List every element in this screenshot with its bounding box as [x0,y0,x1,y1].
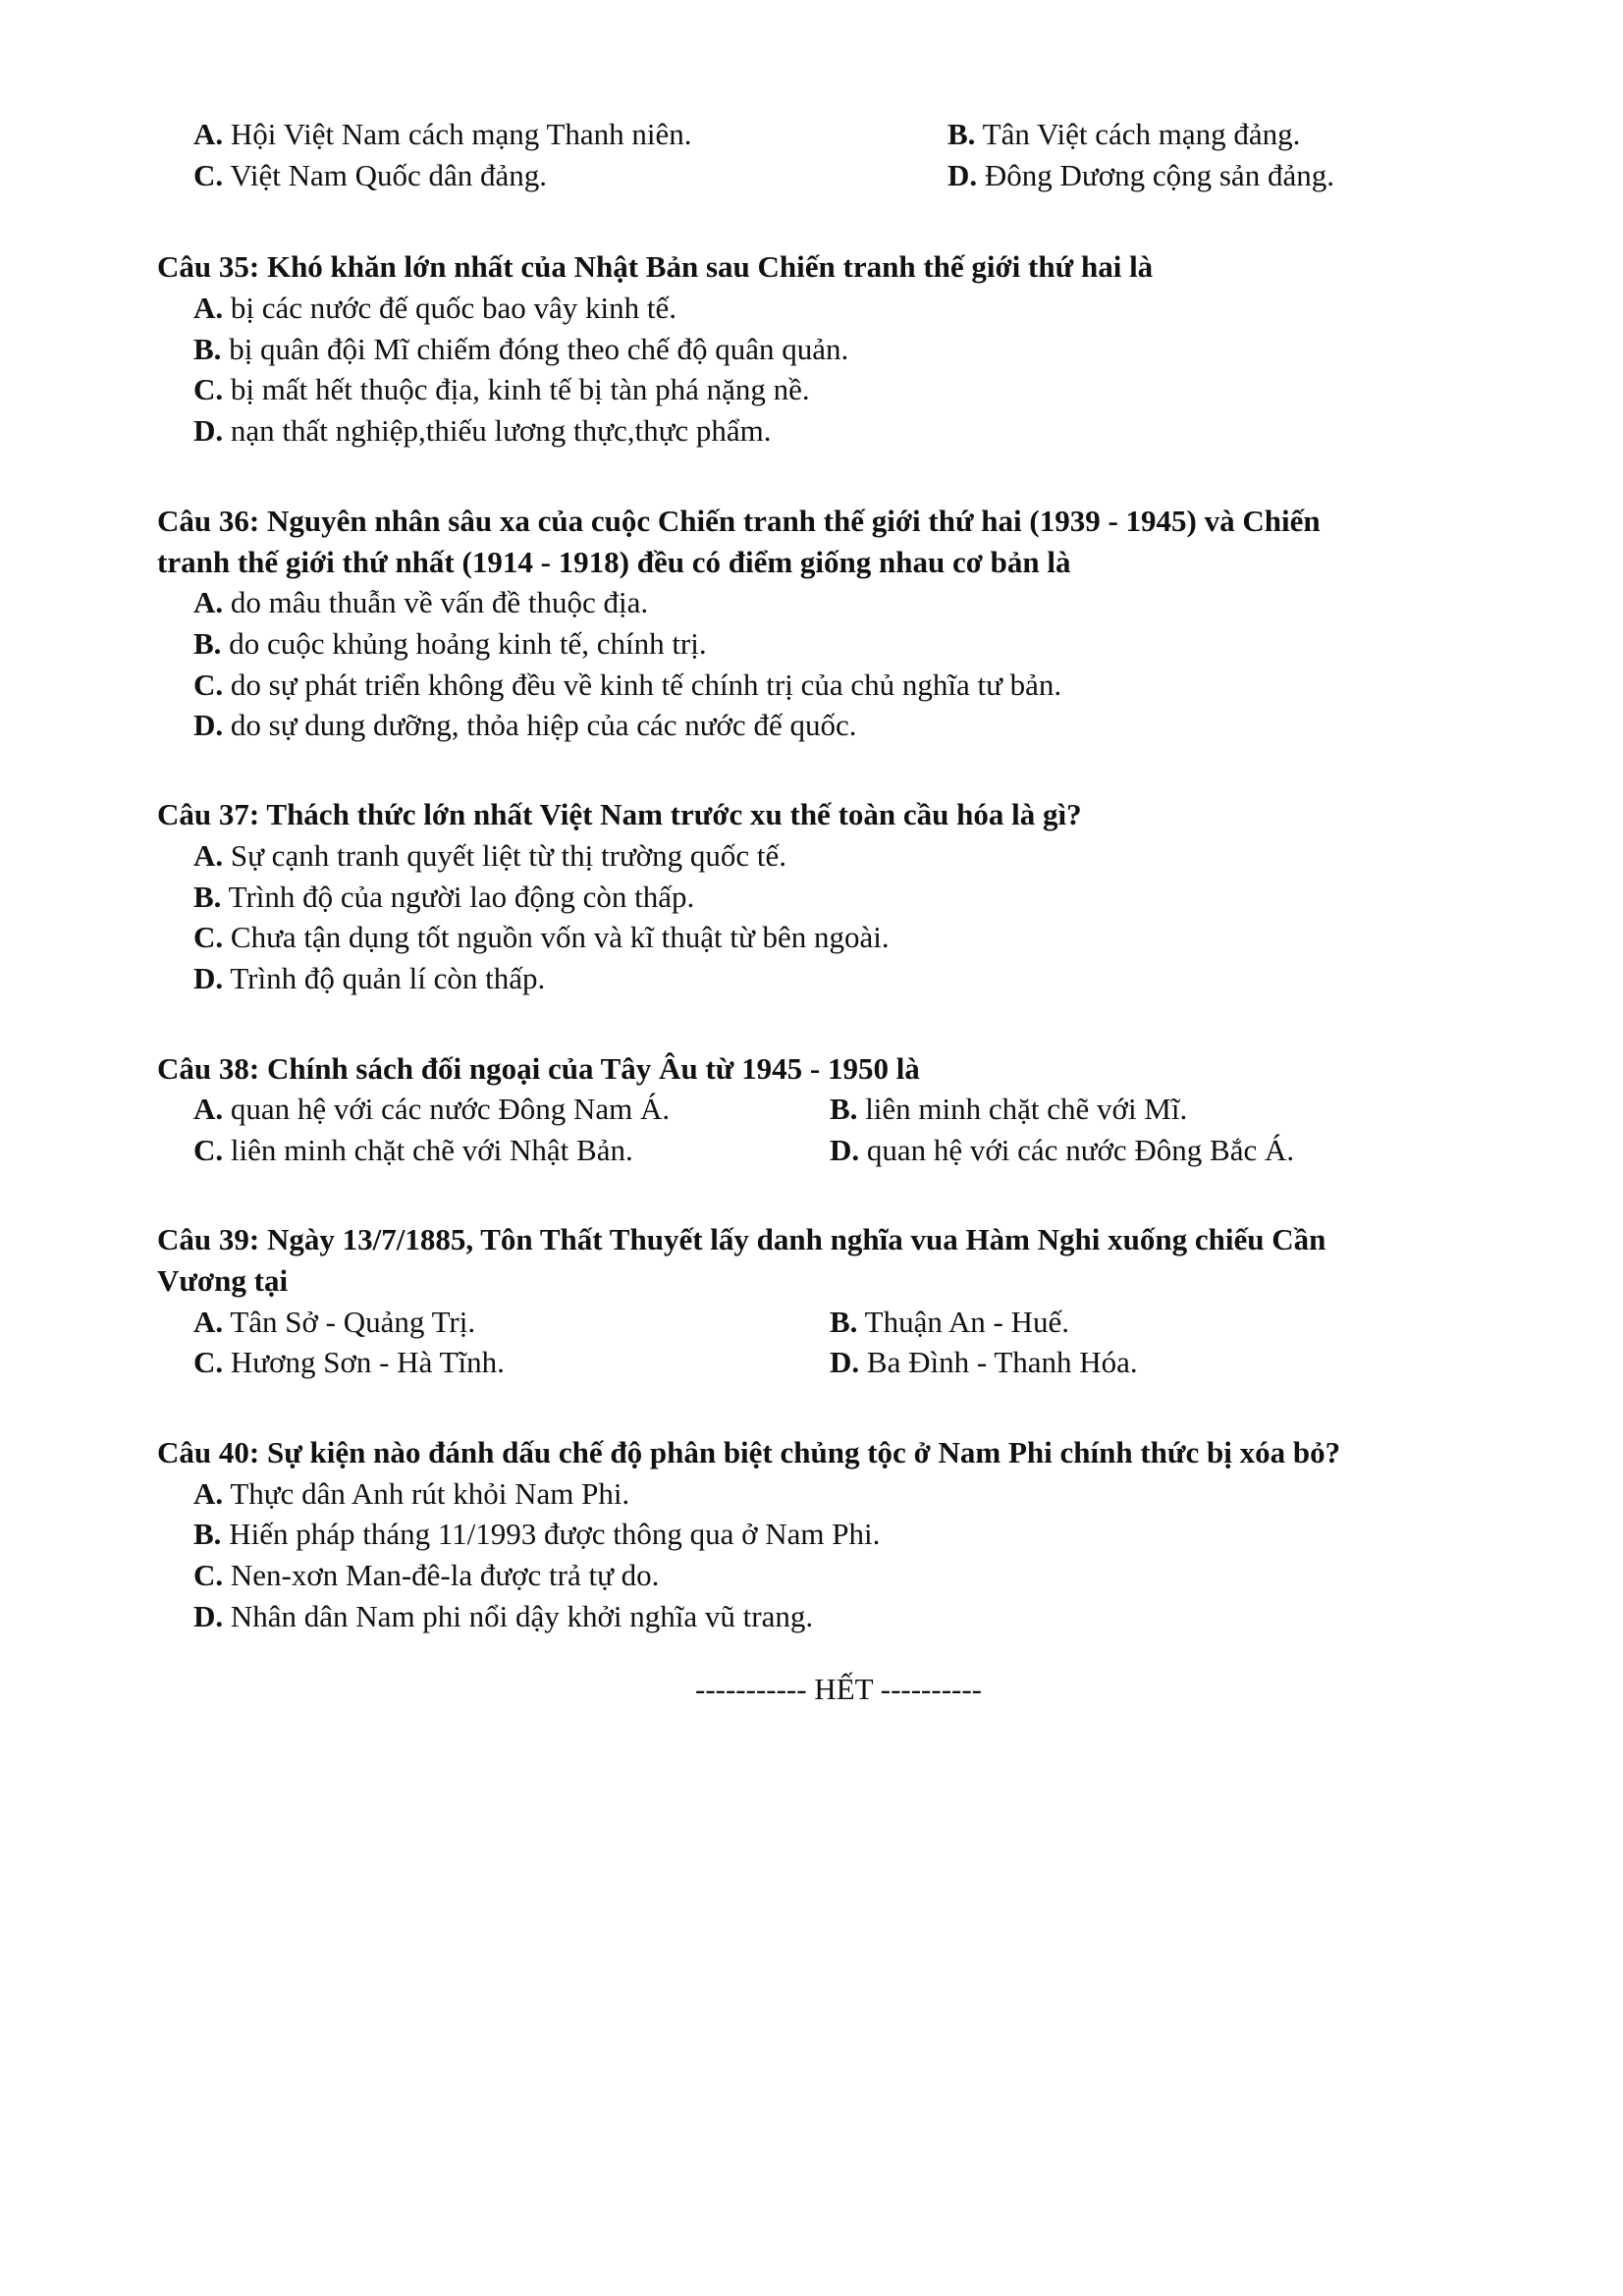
option-text: Hội Việt Nam cách mạng Thanh niên. [223,117,692,151]
option-text: liên minh chặt chẽ với Nhật Bản. [223,1133,633,1167]
option-key: D. [193,1599,224,1633]
option-text: bị quân đội Mĩ chiếm đóng theo chế độ quân quản. [221,332,849,366]
q40-option-c [193,1556,659,1595]
end-marker: ----------- HẾT ---------- [695,1672,982,1706]
option-key: C. [193,158,224,192]
option-key: B. [830,1305,858,1339]
q35-title: Câu 35: Khó khăn lớn nhất của Nhật Bản sau Chiến tranh thế giới thứ hai là [157,249,1154,284]
q35-option-b [193,330,848,369]
q34-option-c [193,156,547,195]
q39-title-line2: Vương tại [157,1263,289,1298]
option-key: B. [193,332,222,366]
q38-option-b [830,1090,1187,1129]
q35-option-d [193,411,772,451]
q35-option-a [193,289,676,328]
q40-title: Câu 40: Sự kiện nào đánh dấu chế độ phân biệt chủng tộc ở Nam Phi chính thức bị xóa bỏ? [157,1435,1341,1469]
option-key: D. [830,1133,860,1167]
option-text: Chưa tận dụng tốt nguồn vốn và kĩ thuật từ bên ngoài. [223,920,890,954]
q36-option-c [193,666,1061,705]
q34-option-a [193,115,692,154]
option-key: D. [193,708,224,742]
option-text: bị các nước đế quốc bao vây kinh tế. [223,291,677,325]
option-key: C. [193,667,224,702]
option-key: A. [193,291,224,325]
q39-option-b [830,1303,1069,1342]
q40-option-b [193,1515,880,1554]
q38-option-d [830,1131,1294,1170]
option-text: Ba Đình - Thanh Hóa. [859,1345,1138,1379]
option-key: D. [193,413,224,448]
q39-title-line1: Câu 39: Ngày 13/7/1885, Tôn Thất Thuyết lấy danh nghĩa vua Hàm Nghi xuống chiếu Cần [157,1222,1326,1256]
option-key: B. [947,117,976,151]
option-text: Trình độ quản lí còn thấp. [223,961,546,995]
option-text: Việt Nam Quốc dân đảng. [223,158,548,192]
option-text: Hương Sơn - Hà Tĩnh. [223,1345,505,1379]
q39-option-a [193,1303,475,1342]
option-key: A. [193,585,224,619]
q38-option-c [193,1131,633,1170]
option-key: B. [193,880,222,914]
q37-option-b [193,878,694,917]
q40-option-a [193,1474,629,1514]
option-key: A. [193,1092,224,1126]
option-key: D. [830,1345,860,1379]
q34-option-d [947,156,1334,195]
option-text: quan hệ với các nước Đông Nam Á. [223,1092,671,1126]
q39-option-d [830,1343,1138,1382]
q40-option-d [193,1597,813,1636]
q38-title: Câu 38: Chính sách đối ngoại của Tây Âu từ 1945 - 1950 là [157,1051,920,1086]
option-key: D. [947,158,978,192]
q36-title-line1: Câu 36: Nguyên nhân sâu xa của cuộc Chiến tranh thế giới thứ hai (1939 - 1945) và Chiến [157,504,1321,538]
q34-option-b [947,115,1300,154]
option-text: do sự phát triển không đều về kinh tế chính trị của chủ nghĩa tư bản. [223,667,1062,702]
option-text: Nhân dân Nam phi nổi dậy khởi nghĩa vũ trang. [223,1599,814,1633]
option-key: B. [830,1092,858,1126]
q36-option-d [193,706,856,745]
q37-title: Câu 37: Thách thức lớn nhất Việt Nam trước xu thế toàn cầu hóa là gì? [157,797,1082,831]
q36-title-line2: tranh thế giới thứ nhất (1914 - 1918) đều có điểm giống nhau cơ bản là [157,545,1071,579]
option-text: do sự dung dưỡng, thỏa hiệp của các nước đế quốc. [223,708,857,742]
option-text: liên minh chặt chẽ với Mĩ. [857,1092,1188,1126]
option-key: C. [193,372,224,406]
option-text: bị mất hết thuộc địa, kinh tế bị tàn phá nặng nề. [223,372,810,406]
option-text: Tân Việt cách mạng đảng. [975,117,1301,151]
option-text: Tân Sở - Quảng Trị. [223,1305,476,1339]
option-text: Trình độ của người lao động còn thấp. [221,880,695,914]
option-text: Hiến pháp tháng 11/1993 được thông qua ở Nam Phi. [221,1517,881,1551]
q35-option-c [193,370,810,409]
q39-option-c [193,1343,505,1382]
option-text: Sự cạnh tranh quyết liệt từ thị trường quốc tế. [223,838,787,873]
option-key: A. [193,1305,224,1339]
q37-option-c [193,918,890,957]
option-key: B. [193,626,222,661]
option-key: C. [193,1558,224,1592]
option-key: C. [193,1345,224,1379]
option-text: nạn thất nghiệp,thiếu lương thực,thực phẩm. [223,413,772,448]
option-text: Thực dân Anh rút khỏi Nam Phi. [223,1476,630,1511]
option-text: Nen-xơn Man-đê-la được trả tự do. [223,1558,660,1592]
option-key: B. [193,1517,222,1551]
option-text: Thuận An - Huế. [857,1305,1069,1339]
option-key: A. [193,117,224,151]
option-key: C. [193,1133,224,1167]
q37-option-d [193,959,545,998]
option-text: do cuộc khủng hoảng kinh tế, chính trị. [221,626,707,661]
q36-option-b [193,624,707,664]
option-key: D. [193,961,224,995]
option-key: C. [193,920,224,954]
option-text: quan hệ với các nước Đông Bắc Á. [859,1133,1295,1167]
option-text: do mâu thuẫn về vấn đề thuộc địa. [223,585,649,619]
q36-option-a [193,583,648,622]
option-key: A. [193,1476,224,1511]
option-text: Đông Dương cộng sản đảng. [977,158,1334,192]
option-key: A. [193,838,224,873]
q38-option-a [193,1090,670,1129]
q37-option-a [193,836,786,876]
